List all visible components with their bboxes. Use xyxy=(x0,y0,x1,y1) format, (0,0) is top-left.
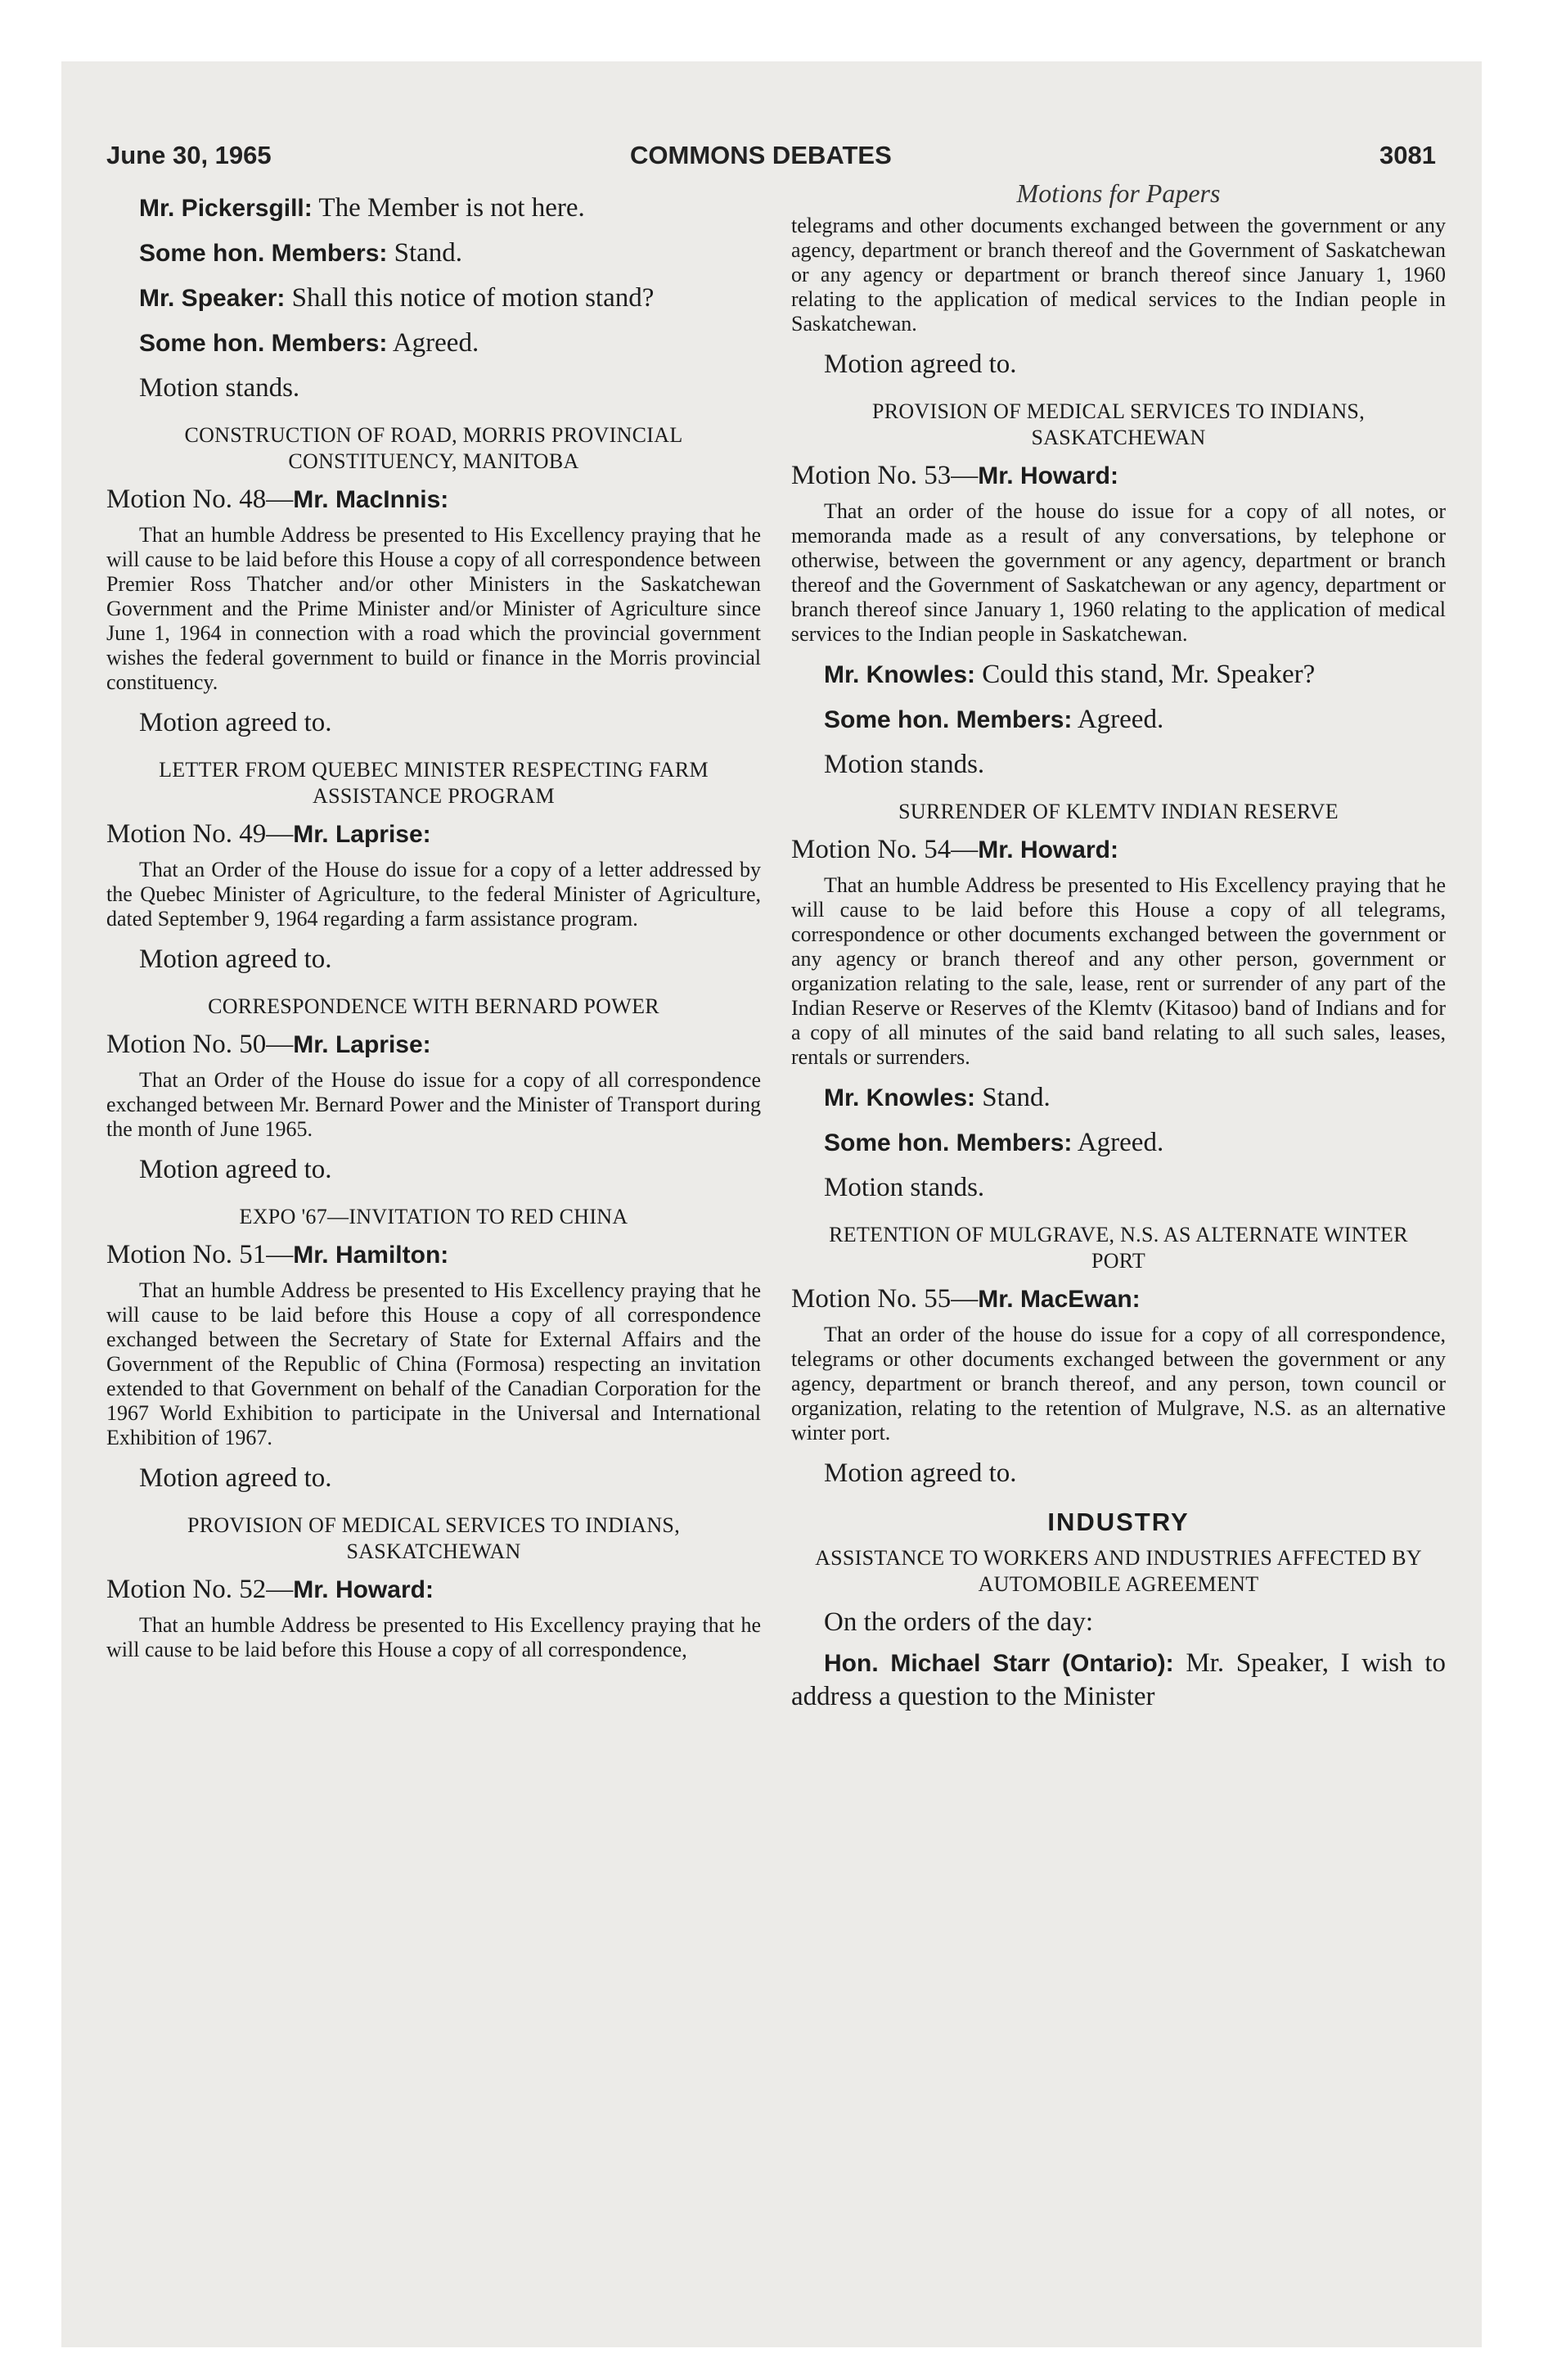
mover-name: Mr. MacEwan: xyxy=(978,1286,1141,1313)
motion-text: That an order of the house do issue for a copy of all notes, or memoranda made as a result of any conversations, by telephone or otherwise, between the government or any agency, department or branch thereof and the Government of Saskatchewan or any agency, department or branch thereof since January 1, 1960 relating to the application of medical services to the Indian people in Saskatchewan. xyxy=(791,499,1446,646)
motion-result: Motion stands. xyxy=(824,1173,985,1202)
motion-text: That an humble Address be presented to His Excellency praying that he will cause to be laid before this House a copy of all correspondence, xyxy=(106,1613,761,1661)
section-heading: EXPO '67—INVITATION TO RED CHINA xyxy=(239,1205,628,1228)
motion-text: That an humble Address be presented to His Excellency praying that he will cause to be laid before this House a copy of all correspondence exchanged between the Secretary of State for External Affairs and the Government of the Republic of China (Formosa) respecting an invitation extended to that Government on behalf of the Canadian Corporation for the 1967 World Exhibition to participate in the Universal and International Exhibition of 1967. xyxy=(106,1278,761,1449)
motion-result: Motion agreed to. xyxy=(824,1458,1017,1488)
section-heading: ASSISTANCE TO WORKERS AND INDUSTRIES AFFECTED BY AUTOMOBILE AGREEMENT xyxy=(815,1546,1422,1596)
motion-line xyxy=(106,1573,761,1607)
section-heading: PROVISION OF MEDICAL SERVICES TO INDIANS, SASKATCHEWAN xyxy=(871,399,1365,449)
motion-result: Motion stands. xyxy=(139,373,300,403)
speech-text: Stand. xyxy=(394,238,463,268)
motion-line xyxy=(106,1238,761,1272)
left-column xyxy=(106,182,761,1674)
speaker-name: Mr. Knowles: xyxy=(824,661,976,688)
header-date: June 30, 1965 xyxy=(106,141,272,169)
mover-name: Mr. Howard: xyxy=(978,462,1118,489)
motion-line xyxy=(106,483,761,516)
motion-number: Motion No. 53— xyxy=(791,461,979,490)
motion-number: Motion No. 50— xyxy=(106,1030,294,1059)
section-heading: LETTER FROM QUEBEC MINISTER RESPECTING FARM ASSISTANCE PROGRAM xyxy=(159,758,709,808)
motion-line xyxy=(106,818,761,851)
section-heading: SURRENDER OF KLEMTV INDIAN RESERVE xyxy=(898,800,1339,823)
speech-text: Agreed. xyxy=(392,328,479,358)
right-column xyxy=(791,178,1446,1724)
speaker-name: Mr. Knowles: xyxy=(824,1084,976,1111)
speech xyxy=(791,658,1446,692)
page-number: 3081 xyxy=(1379,141,1436,169)
speech xyxy=(106,192,761,225)
mover-name: Mr. Laprise: xyxy=(293,1031,431,1058)
motion-number: Motion No. 55— xyxy=(791,1284,979,1314)
section-title: INDUSTRY xyxy=(1047,1508,1190,1536)
motion-text: That an Order of the House do issue for a copy of a letter addressed by the Quebec Minister of Agriculture, to the federal Minister of Agriculture, dated September 9, 1964 regarding a farm assistance program. xyxy=(106,858,761,931)
section-running-header: Motions for Papers xyxy=(1016,178,1221,208)
speech xyxy=(791,1081,1446,1115)
motion-result: Motion agreed to. xyxy=(139,1155,332,1184)
speaker-name: Some hon. Members: xyxy=(824,1129,1073,1156)
speaker-name: Some hon. Members: xyxy=(139,240,388,267)
speech xyxy=(106,237,761,270)
speech-text: Shall this notice of motion stand? xyxy=(291,283,655,313)
motion-number: Motion No. 51— xyxy=(106,1240,294,1269)
mover-name: Mr. Laprise: xyxy=(293,821,431,848)
speaker-name: Some hon. Members: xyxy=(824,706,1073,733)
motion-text: That an humble Address be presented to His Excellency praying that he will cause to be laid before this House a copy of all correspondence between Premier Ross Thatcher and/or other Ministers in the Saskatchewan Government and the Prime Minister and/or Minister of Agriculture since June 1, 1964 in connection with a road which the provincial government wishes the federal government to build or finance in the Morris provincial constituency. xyxy=(106,523,761,694)
speaker-name: Some hon. Members: xyxy=(139,330,388,357)
speech-text: Stand. xyxy=(982,1083,1051,1112)
motion-number: Motion No. 54— xyxy=(791,835,979,864)
motion-number: Motion No. 49— xyxy=(106,819,294,849)
motion-result: Motion agreed to. xyxy=(824,349,1017,379)
section-heading: RETENTION OF MULGRAVE, N.S. AS ALTERNATE WINTER PORT xyxy=(829,1223,1408,1273)
motion-result: Motion agreed to. xyxy=(139,944,332,974)
speech-text: The Member is not here. xyxy=(318,193,585,223)
speech xyxy=(106,282,761,315)
section-heading: CONSTRUCTION OF ROAD, MORRIS PROVINCIAL CONSTITUENCY, MANITOBA xyxy=(184,423,683,473)
speech xyxy=(106,327,761,360)
motion-line xyxy=(791,1282,1446,1316)
motion-line xyxy=(791,833,1446,867)
motion-result: Motion stands. xyxy=(824,750,985,779)
speech-text: Agreed. xyxy=(1077,1128,1164,1157)
motion-line xyxy=(106,1028,761,1062)
speaker-name: Mr. Speaker: xyxy=(139,285,286,312)
motion-text: That an humble Address be presented to His Excellency praying that he will cause to be laid before this House a copy of all telegrams, correspondence or other documents exchanged between the government or any agency or branch thereof and any other person, government or organization relating to the sale, lease, rent or surrender of any part of the Indian Reserve or Reserves of the Klemtv (Kitasoo) band of Indians and for a copy of all minutes of the said band relating to all such sales, leases, rentals or surrenders. xyxy=(791,873,1446,1069)
motion-number: Motion No. 52— xyxy=(106,1575,294,1604)
mover-name: Mr. MacInnis: xyxy=(293,486,449,513)
speaker-name: Hon. Michael Starr (Ontario): xyxy=(824,1650,1174,1677)
motion-number: Motion No. 48— xyxy=(106,485,294,514)
mover-name: Mr. Howard: xyxy=(293,1576,434,1603)
mover-name: Mr. Howard: xyxy=(978,836,1118,863)
header-title: COMMONS DEBATES xyxy=(630,141,892,169)
speech xyxy=(791,1647,1446,1713)
motion-result: Motion agreed to. xyxy=(139,708,332,737)
motion-line xyxy=(791,459,1446,493)
mover-name: Mr. Hamilton: xyxy=(293,1242,449,1269)
section-heading: CORRESPONDENCE WITH BERNARD POWER xyxy=(208,994,659,1018)
motion-result: Motion agreed to. xyxy=(139,1463,332,1493)
speaker-name: Mr. Pickersgill: xyxy=(139,195,313,222)
section-heading: PROVISION OF MEDICAL SERVICES TO INDIANS, SASKATCHEWAN xyxy=(187,1513,680,1563)
motion-text: That an Order of the House do issue for a copy of all correspondence exchanged between Mr. Bernard Power and the Minister of Transport during the month of June 1965. xyxy=(106,1068,761,1141)
motion-text: That an order of the house do issue for a copy of all correspondence, telegrams or other documents exchanged between the government or any agency, department or branch thereof, and any person, town council or organization, relating to the retention of Mulgrave, N.S. as an alternative winter port. xyxy=(791,1323,1446,1445)
speech xyxy=(791,703,1446,737)
orders-of-day: On the orders of the day: xyxy=(824,1607,1093,1637)
speech-text: Agreed. xyxy=(1077,705,1164,734)
motion-text-continued: telegrams and other documents exchanged between the government or any agency, department or branch thereof and the Government of Saskatchewan or any agency or department or branch thereof since January 1, 1960 relating to the application of medical services to the Indian people in Saskatchewan. xyxy=(791,214,1446,336)
speech-text: Mr. Speaker, I wish to address a question to the Minister xyxy=(791,1648,1446,1711)
speech-text: Could this stand, Mr. Speaker? xyxy=(982,660,1316,689)
speech xyxy=(791,1126,1446,1160)
